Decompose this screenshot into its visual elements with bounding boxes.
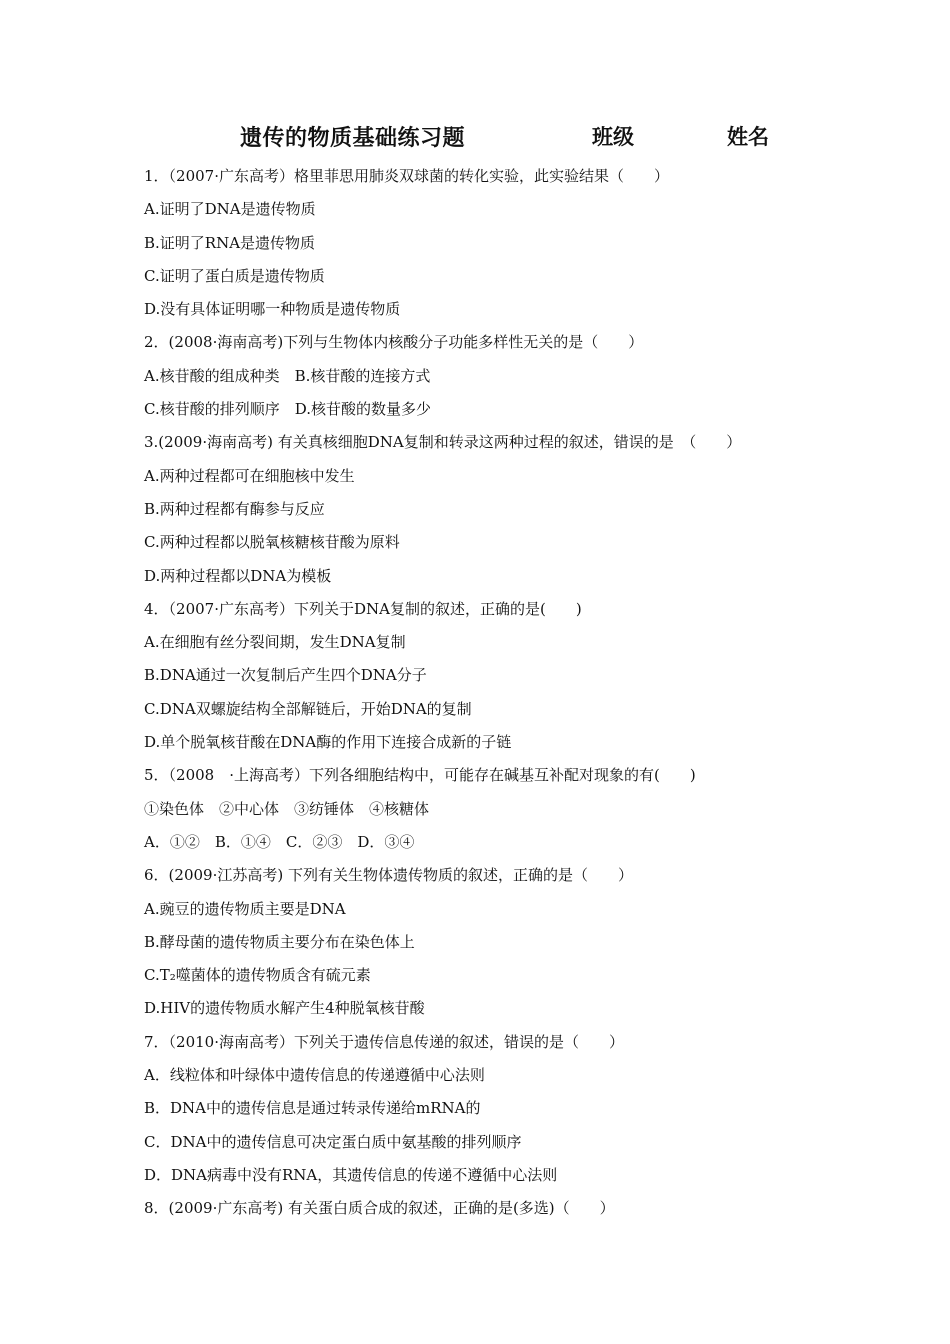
question-1-stem: 1．（2007·广东高考）格里菲思用肺炎双球菌的转化实验，此实验结果（ ） — [144, 167, 669, 185]
question-4-option-a: A.在细胞有丝分裂间期，发生DNA复制 — [144, 633, 406, 652]
question-7-option-b: B．DNA中的遗传信息是通过转录传递给mRNA的 — [144, 1099, 481, 1118]
question-4-option-b: B.DNA通过一次复制后产生四个DNA分子 — [144, 666, 427, 685]
question-3-option-c: C.两种过程都以脱氧核糖核苷酸为原料 — [144, 533, 400, 552]
question-list — [144, 160, 844, 1226]
question-3-option-a: A.两种过程都可在细胞核中发生 — [144, 466, 355, 485]
question-4-option-c: C.DNA双螺旋结构全部解链后，开始DNA的复制 — [144, 699, 472, 718]
question-6-option-a: A.豌豆的遗传物质主要是DNA — [144, 899, 346, 918]
question-2-options-cd: C.核苷酸的排列顺序 D.核苷酸的数量多少 — [144, 400, 431, 419]
question-7-option-c: C．DNA中的遗传信息可决定蛋白质中氨基酸的排列顺序 — [144, 1132, 522, 1151]
class-label: 班级 — [592, 125, 634, 149]
question-4-option-d: D.单个脱氧核苷酸在DNA酶的作用下连接合成新的子链 — [144, 733, 512, 752]
question-3-option-b: B.两种过程都有酶参与反应 — [144, 499, 325, 518]
question-6-option-c: C.T₂噬菌体的遗传物质含有硫元素 — [144, 966, 371, 985]
question-2-stem: 2．(2008·海南高考)下列与生物体内核酸分子功能多样性无关的是（ ） — [144, 333, 644, 352]
question-4-stem: 4．（2007·广东高考）下列关于DNA复制的叙述，正确的是( ) — [144, 599, 582, 618]
question-5-stem: 5．（2008 ·上海高考）下列各细胞结构中，可能存在碱基互补配对现象的有( ) — [144, 766, 696, 785]
question-7-option-a: A．线粒体和叶绿体中遗传信息的传递遵循中心法则 — [144, 1066, 485, 1085]
question-1-option-b: B.证明了RNA是遗传物质 — [144, 233, 316, 252]
question-8-stem: 8．(2009·广东高考) 有关蛋白质合成的叙述，正确的是(多选)（ ） — [144, 1199, 615, 1218]
question-7-option-d: D．DNA病毒中没有RNA，其遗传信息的传递不遵循中心法则 — [144, 1165, 558, 1184]
question-1-option-a: A.证明了DNA是遗传物质 — [144, 200, 316, 219]
name-label: 姓名 — [727, 125, 769, 149]
question-6-option-b: B.酵母菌的遗传物质主要分布在染色体上 — [144, 932, 415, 951]
question-2-options-ab: A.核苷酸的组成种类 B.核苷酸的连接方式 — [144, 366, 431, 385]
page-title: 遗传的物质基础练习题 — [240, 126, 466, 151]
question-5-structures: ①染色体 ②中心体 ③纺锤体 ④核糖体 — [144, 799, 430, 818]
question-3-option-d: D.两种过程都以DNA为模板 — [144, 566, 332, 585]
question-1-option-c: C.证明了蛋白质是遗传物质 — [144, 266, 325, 285]
worksheet-header — [0, 121, 950, 155]
question-6-stem: 6．(2009·江苏高考) 下列有关生物体遗传物质的叙述，正确的是（ ） — [144, 866, 633, 885]
question-1-option-d: D.没有具体证明哪一种物质是遗传物质 — [144, 300, 401, 319]
question-5-choices: A．①② B．①④ C．②③ D．③④ — [144, 832, 415, 851]
question-7-stem: 7．（2010·海南高考）下列关于遗传信息传递的叙述，错误的是（ ） — [144, 1032, 624, 1051]
question-3-stem: 3.(2009·海南高考) 有关真核细胞DNA复制和转录这两种过程的叙述，错误的是 （ ） — [144, 433, 742, 452]
question-6-option-d: D.HIV的遗传物质水解产生4种脱氧核苷酸 — [144, 999, 425, 1018]
